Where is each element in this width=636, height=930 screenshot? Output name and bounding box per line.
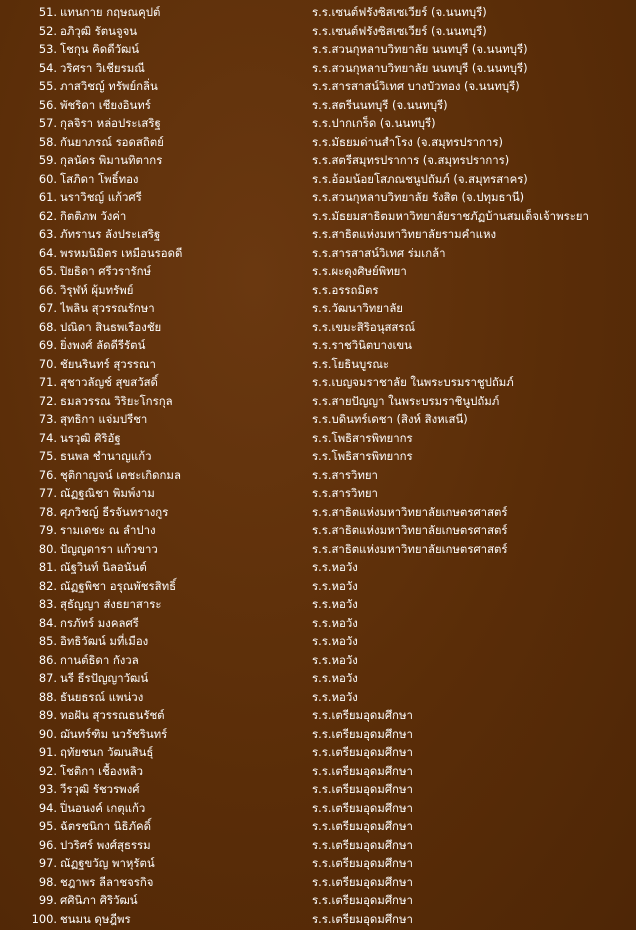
item-number: 94. [38,800,57,815]
item-number: 76. [38,467,57,482]
item-number: 64. [38,245,57,260]
list-item [0,817,636,836]
school-name: ร.ร.สวนกุหลาบวิทยาลัย รังสิต (จ.ปทุมธานี) [312,190,525,204]
list-item [0,59,636,78]
school-name: ร.ร.เซนต์ฟรังซิสเซเวียร์ (จ.นนทบุรี) [312,23,487,38]
item-number: 61. [38,190,57,204]
list-item [0,22,636,41]
school-name: ร.ร.เตรียมอุดมศึกษา [312,856,413,870]
list-item [0,614,636,633]
item-number: 66. [38,282,57,297]
list-item [0,558,636,577]
item-number: 75. [38,449,57,463]
school-name: ร.ร.ราชวินิตบางเขน [312,338,412,352]
list-item [0,96,636,115]
school-name: ร.ร.เตรียมอุดมศึกษา [312,763,413,778]
school-name: ร.ร.เตรียมอุดมศึกษา [312,800,413,815]
student-name: อิทธิวัฒน์ มที่เมือง [60,634,149,648]
school-name: ร.ร.เตรียมอุดมศึกษา [312,911,413,926]
school-name: ร.ร.โยธินบูรณะ [312,356,390,371]
student-name: นรี ธีรปัญญาวัฒน์ [60,671,149,685]
item-number: 99. [38,893,57,907]
student-name: อภิวุฒิ รัตนจูจน [60,23,138,38]
list-item [0,725,636,744]
school-name: ร.ร.เตรียมอุดมศึกษา [312,837,413,852]
item-number: 86. [38,652,57,667]
student-name: ชฎาพร ลีลาชจรกิจ [60,874,154,889]
list-item [0,3,636,22]
student-name: ธมลวรรณ วิริยะโกรกุล [60,393,173,408]
school-name: ร.ร.เตรียมอุดมศึกษา [312,893,413,907]
item-number: 81. [38,560,57,574]
school-name: ร.ร.เตรียมอุดมศึกษา [312,726,413,741]
list-item [0,873,636,892]
list-item [0,780,636,799]
school-name: ร.ร.เบญจมราชาลัย ในพระบรมราชูปถัมภ์ [312,375,514,389]
student-name: ฤทัยชนก วัฒนสินธุ์ [60,745,154,759]
item-number: 89. [38,708,57,722]
student-name: วริศรา วิเชียรมณี [60,60,145,75]
item-number: 71. [38,375,57,389]
student-name: ทอฝัน สุวรรณธนรัชต์ [60,708,165,722]
school-name: ร.ร.สตรีสมุทรปราการ (จ.สมุทรปราการ) [312,153,510,167]
student-name: นราวิชญ์ แก้วศรี [60,190,142,204]
school-name: ร.ร.ปากเกร็ด (จ.นนทบุรี) [312,116,436,130]
student-name: โสภิดา โพธิ์ทอง [60,171,139,186]
list-item [0,299,636,318]
school-name: ร.ร.สารสาสน์วิเทศ ร่มเกล้า [312,245,446,260]
student-name: ชุติกาญจน์ เตชะเกิดกมล [60,467,181,482]
item-number: 55. [38,79,57,93]
item-number: 83. [38,597,57,611]
student-name: ภัทรานร ลังประเสริฐ [60,227,161,241]
school-name: ร.ร.เขมะสิริอนุสสรณ์ [312,319,416,334]
item-number: 67. [38,301,57,315]
school-name: ร.ร.โพธิสารพิทยากร [312,449,413,463]
item-number: 53. [38,42,57,56]
list-item [0,262,636,281]
school-name: ร.ร.สายปัญญา ในพระบรมราชินูปถัมภ์ [312,393,500,408]
student-name: ฉัตรชนิกา นิธิภัคดิ์ [60,819,151,833]
item-number: 78. [38,504,57,519]
school-name: ร.ร.มัธยมด่านสำโรง (จ.สมุทรปราการ) [312,134,503,149]
item-number: 63. [38,227,57,241]
item-number: 70. [38,356,57,371]
school-name: ร.ร.สาธิตแห่งมหาวิทยาลัยเกษตรศาสตร์ [312,523,508,537]
list-item [0,244,636,263]
item-number: 100. [31,911,57,926]
school-name: ร.ร.เตรียมอุดมศึกษา [312,745,413,759]
list-item [0,170,636,189]
list-item [0,503,636,522]
item-number: 60. [38,171,57,186]
school-name: ร.ร.หอวัง [312,652,358,667]
item-number: 58. [38,134,57,149]
list-item [0,595,636,614]
list-item [0,651,636,670]
list-item [0,133,636,152]
list-item [0,447,636,466]
student-name: กันยาภรณ์ รอดสถิตย์ [60,134,164,149]
item-number: 92. [38,763,57,778]
item-number: 98. [38,874,57,889]
student-name: ศศินิภา ศิริวัฒน์ [60,893,138,907]
item-number: 51. [38,5,57,19]
school-name: ร.ร.สวนกุหลาบวิทยาลัย นนทบุรี (จ.นนทบุรี) [312,42,528,56]
student-name: กิตติภพ วังค่า [60,208,127,223]
item-number: 69. [38,338,57,352]
list-item [0,891,636,910]
student-name: กรภัทร์ มงคลศรี [60,615,139,630]
school-name: ร.ร.หอวัง [312,560,358,574]
student-name: โชกุน คิดดีวัฒน์ [60,42,140,56]
list-item [0,521,636,540]
student-name: ธันยธรณ์ แพน่วง [60,689,144,704]
list-item [0,77,636,96]
student-name: ปัญญดารา แก้วขาว [60,541,158,556]
list-item [0,373,636,392]
list-item [0,225,636,244]
list-item [0,151,636,170]
student-name: โชติกา เชื้องหลิว [60,763,144,778]
school-name: ร.ร.สารวิทยา [312,486,378,500]
list-item [0,207,636,226]
school-name: ร.ร.โพธิสารพิทยากร [312,430,413,445]
list-item [0,632,636,651]
school-name: ร.ร.สาธิตแห่งมหาวิทยาลัยเกษตรศาสตร์ [312,504,508,519]
student-name: ปิ่นอนงค์ เกตุแก้ว [60,800,146,815]
student-name: แทนกาย กฤษณคุปต์ [60,5,161,19]
list-item [0,188,636,207]
school-name: ร.ร.สารสาสน์วิเทศ บางบัวทอง (จ.นนทบุรี) [312,79,520,93]
list-item [0,281,636,300]
list-item [0,836,636,855]
item-number: 90. [38,726,57,741]
student-name: ภาสวิชญ์ ทรัพย์กลิ่น [60,79,158,93]
list-item [0,688,636,707]
list-item [0,336,636,355]
school-name: ร.ร.หอวัง [312,597,358,611]
school-name: ร.ร.สารวิทยา [312,467,378,482]
list-item [0,743,636,762]
list-item [0,910,636,929]
list-item [0,799,636,818]
student-name: ธนพล ชำนาญแก้ว [60,449,152,463]
item-number: 68. [38,319,57,334]
item-number: 62. [38,208,57,223]
student-name: วิรุฬห์ ผุ้มทรัพย์ [60,282,134,297]
list-item [0,577,636,596]
student-name: ชัยนรินทร์ สุวรรณา [60,356,156,371]
student-name: ณัฐวินท์ นิลอนันต์ [60,560,147,574]
student-name: รามเดชะ ณ ลำปาง [60,523,156,537]
student-name: วีรวุฒิ รัชวรพงศ์ [60,782,140,796]
school-name: ร.ร.มัธยมสาธิตมหาวิทยาลัยราชภัฏบ้านสมเด็จเจ้าพระยา [312,208,589,223]
school-name: ร.ร.วัฒนาวิทยาลัย [312,301,403,315]
item-number: 87. [38,671,57,685]
list-item [0,466,636,485]
list-item [0,854,636,873]
list-item [0,429,636,448]
school-name: ร.ร.บดินทร์เดชา (สิงห์ สิงหเสนี) [312,412,468,426]
student-name: กุลนัดร พิมานทิตากร [60,153,163,167]
school-name: ร.ร.เตรียมอุดมศึกษา [312,708,413,722]
school-name: ร.ร.เตรียมอุดมศึกษา [312,874,413,889]
list-item [0,484,636,503]
student-name: ณัฏฐพิชา อรุณพัชรสิทธิ์ [60,578,177,593]
item-number: 73. [38,412,57,426]
list-item [0,355,636,374]
student-name: พัชริดา เชียงอินทร์ [60,97,151,112]
item-number: 59. [38,153,57,167]
student-name: สุชาวลัญช์ สุขสวัสดิ์ [60,375,158,389]
item-number: 54. [38,60,57,75]
student-name: ณัฏฐณิชา พิมพ์งาม [60,486,155,500]
school-name: ร.ร.หอวัง [312,671,358,685]
student-name: ณัฏฐขวัญ พาหุรัตน์ [60,856,155,870]
school-name: ร.ร.เซนต์ฟรังซิสเซเวียร์ (จ.นนทบุรี) [312,5,487,19]
school-name: ร.ร.สาธิตแห่งมหาวิทยาลัยรามคำแหง [312,227,497,241]
item-number: 91. [38,745,57,759]
school-name: ร.ร.สตรีนนทบุรี (จ.นนทบุรี) [312,97,448,112]
item-number: 84. [38,615,57,630]
item-number: 52. [38,23,57,38]
list-item [0,762,636,781]
school-name: ร.ร.หอวัง [312,615,358,630]
student-name: กานต์ธิดา กังวล [60,652,139,667]
list-item [0,669,636,688]
student-name: ยิ่งพงศ์ ลัดดีรีรัตน์ [60,338,146,352]
student-name: ศุภวิชญ์ ธีรจันทรางกูร [60,504,169,519]
school-name: ร.ร.สวนกุหลาบวิทยาลัย นนทบุรี (จ.นนทบุรี) [312,60,528,75]
school-name: ร.ร.เตรียมอุดมศึกษา [312,782,413,796]
item-number: 96. [38,837,57,852]
student-name: นรวุฒิ ศิริอัฐ [60,430,121,445]
item-number: 79. [38,523,57,537]
item-number: 85. [38,634,57,648]
school-name: ร.ร.ผะดุงศิษย์พิทยา [312,264,407,278]
school-name: ร.ร.หอวัง [312,578,358,593]
student-name: ปิยธิดา ศรีวรารักษ์ [60,264,152,278]
item-number: 74. [38,430,57,445]
list-item [0,540,636,559]
list-item [0,392,636,411]
school-name: ร.ร.หอวัง [312,634,358,648]
item-number: 95. [38,819,57,833]
student-name: สุทธิกา แจ่มปรีชา [60,412,148,426]
student-name: กุลจิรา หล่อประเสริฐ [60,116,161,130]
item-number: 82. [38,578,57,593]
list-item [0,410,636,429]
student-name: พรหมนิมิตร เหมือนรอดดี [60,245,183,260]
item-number: 88. [38,689,57,704]
item-number: 72. [38,393,57,408]
student-name: ปณิดา สินธพเรืองชัย [60,319,162,334]
school-name: ร.ร.อ้อมน้อยโสภณชนูปถัมภ์ (จ.สมุทรสาคร) [312,171,528,186]
student-name: สุธัญญา ส่งธยาสาระ [60,597,162,611]
list-item [0,318,636,337]
list-item [0,706,636,725]
school-name: ร.ร.เตรียมอุดมศึกษา [312,819,413,833]
list-item [0,114,636,133]
school-name: ร.ร.หอวัง [312,689,358,704]
item-number: 65. [38,264,57,278]
item-number: 93. [38,782,57,796]
student-name: ปวริศร์ พงศ์สุธรรม [60,837,151,852]
item-number: 57. [38,116,57,130]
item-number: 80. [38,541,57,556]
school-name: ร.ร.สาธิตแห่งมหาวิทยาลัยเกษตรศาสตร์ [312,541,508,556]
student-name: ไพลิน สุวรรณรักษา [60,301,155,315]
item-number: 77. [38,486,57,500]
student-name: ชนมน ดุษฎีพร [60,911,131,926]
school-name: ร.ร.อรรถมิตร [312,282,379,297]
item-number: 97. [38,856,57,870]
list-item [0,40,636,59]
student-name: ฌันทร์ฑิม นวรัชรินทร์ [60,726,168,741]
item-number: 56. [38,97,57,112]
